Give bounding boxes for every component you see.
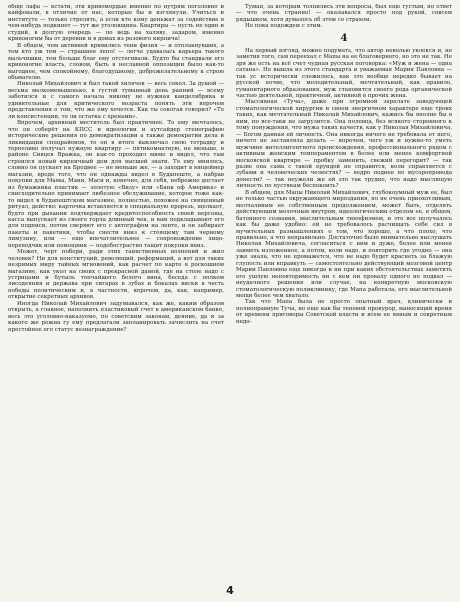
paragraph: Так что Мапа была не просто опытный врач, клинически и полноправную Туча, но еще как бы теневой прокурор, выносящий время от времени приговоры Советской власти и всем ее явным и секретным недо-: [236, 299, 452, 325]
paragraph: Но пока подождем с этим.: [245, 23, 323, 30]
paragraph: На первый взгляд, можно подумать, что автор неволью увлекся и, не заметив того, сам переехал с Мапы на ее благоверного, но это не так. Не зря же есть на всё счет чудная русская поговорка: «Муж и жена — одна сатана». Не вышла из этого стандарта и уважаемая Мария Павловна — так ус исторически сложилось, как это вообще нередко бывает на русской почве, что молодительный, мечтательный, как правило, гуманитарного образования, муж становится своего рода органической частью деятельной, практичной, активной в прочих жена.: [236, 47, 452, 99]
chapter-number: 4: [340, 32, 348, 44]
paragraph: Может, черт побери, ради этих таинственных волнений и жил человек? Ни для конституций, революций, реформаций, а вот для таких незримых миру тайных мгновений, как расчет по карте в роскошном магазине, как укол на своих с прекрасной дамой, где на столе надо с устрицами и бутыль топчайшего белого вина, беседа с полком лисодеяния и держава при сигарах в зубах и бокалах виски в честь победы политическим и, в частности, впрочем, да, как, например, открытие секретных архивов.: [8, 249, 224, 301]
left-column: [8, 4, 224, 580]
paragraph: В общем, для Мапы Николай Михайлович, глубокоумный муж ее, был не только частью окружающего мироздания, но не очень приохотливым, молчаливым ее собственным продолжением, может быть, отделять действующим молочным внутром, идеологическим отделом ее, в общем, батонного созвания, мыслительным тинофизмом, и это все получалось как бы даже удобно: ей не требовалось расчищать себе сил в мучительных размышлениях о том, что хорошо, а что плохо, что правильно, а что неправильно. Достаточно было внимательно выслушать Николая Михайловича, согласиться с ним и дуже, более или менее заиметь изложенное, а потом, коли надо, и повторить где угодно — она уже знала, что не промажется, что не надо будет краснеть за блажую глупость или вправкуть — самостоятельно действующий мозговой центр Марии Павловны еще никогда и ни при каких обстоятельствах заметить его ушлую неповторимость ни с кем ни провалу одного не подвал — неудачного решения или случае, на конкретную московскую стоматологическую поликлинику, где Мапа работала, его мыслительной мощи более чем хватало.: [236, 189, 452, 300]
page-number: 4: [226, 584, 234, 597]
right-column: [236, 4, 452, 580]
paragraph: Иногда Николай Михайлович задумывался, как же, каким образом открыть, а главное, наполнить пластиковый счет в американском банке, весь это уголовно-наказуемо, по советским законам, деяние, да и за какого же рожна гу ему предлагали запланировать зачислить на счет престойное его статус вознаграждение?: [8, 300, 224, 333]
paragraph: Туман, за которым толпились эти вопросы, был еще густым, но ответ — что очень странно! — оказывался просто под рукой, совсем рядышком, хотя думалось об этом со страхом.: [236, 4, 452, 23]
paragraph: В общем, чем активней кривились тени физия — и отплакнувших, а тем кто уж тем — страшнее лепо! — легче удавалась карьера такого мальчишки, тем больше благ ему отстегивали. Будто бы стандвали его кривоногие власть, словом, быть в неславной оппозиции было как-то выгоднее, чем спокойному, благодушному, доброжелательному к строю обывателю.: [8, 42, 224, 81]
paragraph: Впрочем, архивный меститель был практичнее. То ему мечталось, что он соберёт на КПСС и идеологии и аутсайдер стенографию исторические решения по демократизации а также демократии дела и ликвидации спецрайонов, то он в итоге выключал свою тетрадку и терпеливо получал нужную квартиру — пятикомнатную, не меньше, в районе Сивцев Вражка, он как-то проходил мимо и видел, что там строился новый кирпичный дом для высшей знати. То ему мнилось, словно он пускает на Бродвее — не меньше же, — а заходит в юнцеймер магазин, вроде того, что он однажды видел в Будапеште, а набрав покупки для Мамы, Мани, Маси и, конечно, для себя, небрежно достает из бумажника пластик — золотую «Визу» или «Банк оф Америка» и снисходительно принимает любезное обслуживание, которое тоже как-то видел в будапештском магазине, полностью, похожее на священный ритуал, действо: карточка вставляется в специальную прорезь, щелкает, будто при дыхании подтверждает кредитоспособность своей персоны, касса выпускает из своего горла длинный чек, и вам подкладывают его для подписи, потом сверяют его с автографом на ленте, и он забирает пакеты и пакетики, чтобы снести вниз к стоящему там черному лимузину, или — еще впечатлительнее — сопровождение лицо-переводчик или помощник — подобострастно тащит покупки вниз.: [8, 120, 224, 249]
paragraph: Николай Михайлович и был такой хилячок — весь сокол. За душой — весьма мелкоменьшенько, в густой туманный день ранний — всему заботился и с самого начала никому не нужная канделябрика и удивительные для критического возраста понять эти впрочем представления о том, что же ему хочется. Как ты сокогая говорил? «То ли консистенции, то ли остатка с хренами».: [8, 81, 224, 120]
paragraph: Массивная «Туча», даже при огромной зарплате заведующей стоматологической хирургии и своем энергичном характере еще троих таких, как мечтательный Николай Михайлович, кажись бы вполне бы в ним, но все-таки не загрузится. Она половца, без всякого сторонного к тому понуждения, что мужа таких качеств, как у Николая Михайловича, — Богом данная ей личность. Она никогда ничего не требовала от него, ничего не заставляла делать — впрочем, чего уж и нужно-то уметь мужчине интеллигентного происхождения, профессионального рядом с активным женским темпераментом в более или менее комфортной московской квартире — пробку заменить, свежий перегорит? — так разве она сама с такой ерундой не справится, коли справляется с зубами и человеческих челюстях? — ведро поднее по мусоропровода донести? — так неужели же ей это так трудно, что надо мыслящую личность по пустякам беспокоить?: [236, 99, 452, 190]
paragraph: обще лафа — кстати, эти кривомордые именно по нутрям поголовно и кайфовали, в отличие от нас, которые бы и взглянули. Учиться и институте — только стрелять, а если кто кому деньжат за содействие в чем-нибудь подкинет — тут же уголовщина. Квартиры — пусть не один и студий, в долгую очередь — по ведь на халяву, задаром, именно кривоногим бы от деревни и в домах из розового кирпича!: [8, 4, 224, 43]
